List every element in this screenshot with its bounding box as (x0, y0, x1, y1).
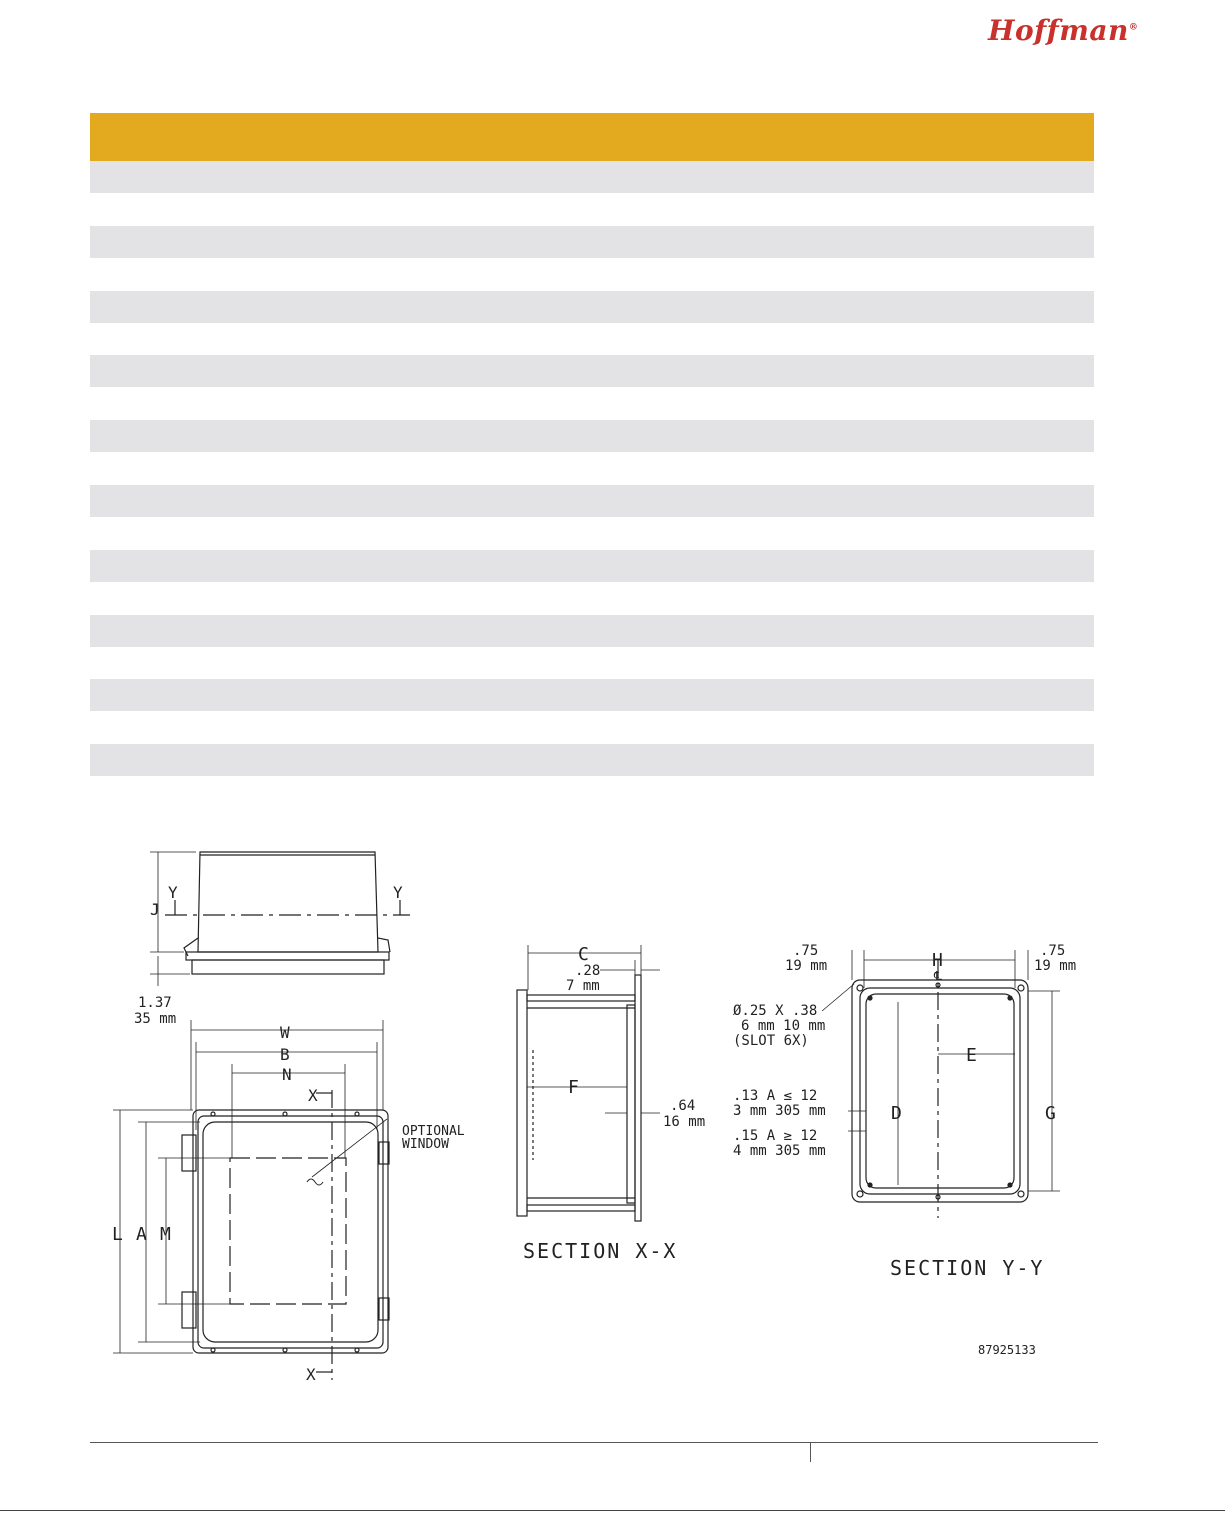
logo-text: Hoffman (988, 14, 1129, 47)
dim-D-label: D (891, 1103, 902, 1124)
section-Y-right-label: Y (393, 883, 403, 902)
slot-callout-line1: Ø.25 X .38 (733, 1003, 818, 1019)
table-row (90, 550, 1094, 582)
dim-64-label: .64 (670, 1098, 696, 1114)
section-yy-view (822, 950, 1060, 1218)
slot-callout-line3: (SLOT 6X) (733, 1033, 809, 1049)
front-view (113, 1020, 389, 1380)
table-row (90, 679, 1094, 711)
dim-1-37-label: 1.37 (138, 995, 172, 1011)
footer-rule (90, 1442, 1098, 1443)
technical-drawing (0, 780, 1225, 1420)
registered-mark: ® (1128, 22, 1139, 33)
section-X-bottom-label: X (306, 1365, 316, 1384)
wall-thickness-b-line1: .15 A ≥ 12 (733, 1128, 818, 1144)
hoffman-logo (988, 14, 1138, 47)
section-X-top-label: X (308, 1086, 318, 1105)
table-row (90, 355, 1094, 387)
table-row (90, 161, 1094, 193)
footer-divider-tick (810, 1442, 811, 1462)
table-row (90, 485, 1094, 517)
dim-N-label: N (282, 1065, 292, 1084)
dim-E-label: E (966, 1045, 977, 1066)
dim-C-label: C (578, 944, 589, 965)
table-row (90, 226, 1094, 258)
dim-16mm-label: 16 mm (663, 1114, 706, 1130)
section-Y-left-label: Y (168, 883, 178, 902)
dim-F-label: F (568, 1077, 579, 1098)
page-bottom-rule (0, 1510, 1225, 1511)
centerline-symbol: ℄ (934, 969, 942, 983)
dim-75-left-label: .75 (793, 943, 819, 959)
dim-L-label: L (112, 1224, 123, 1245)
table-row (90, 615, 1094, 647)
dim-B-label: B (280, 1045, 290, 1064)
table-row (90, 744, 1094, 776)
dim-J-label: J (150, 900, 160, 919)
dim-M-label: M (160, 1224, 171, 1245)
table-header-bar (90, 113, 1094, 161)
dim-W-label: W (280, 1023, 290, 1042)
dim-7mm-label: 7 mm (566, 978, 600, 994)
dim-19mm-right-label: 19 mm (1034, 958, 1077, 974)
side-view (150, 852, 410, 986)
wall-thickness-a-line2: 3 mm 305 mm (733, 1103, 826, 1119)
dim-35mm-label: 35 mm (134, 1011, 177, 1027)
slot-callout-line2: 6 mm 10 mm (741, 1018, 826, 1034)
optional-window-label-2: WINDOW (402, 1137, 449, 1152)
dim-A-label: A (136, 1224, 147, 1245)
wall-thickness-b-line2: 4 mm 305 mm (733, 1143, 826, 1159)
drawing-number: 87925133 (978, 1343, 1036, 1357)
section-xx-title: SECTION X-X (523, 1239, 678, 1263)
dim-28-label: .28 (575, 963, 601, 979)
table-row (90, 420, 1094, 452)
table-row (90, 291, 1094, 323)
optional-window-label-1: OPTIONAL (402, 1124, 465, 1139)
wall-thickness-a-line1: .13 A ≤ 12 (733, 1088, 818, 1104)
dim-G-label: G (1045, 1103, 1056, 1124)
dim-19mm-left-label: 19 mm (785, 958, 828, 974)
dim-H-label: H (932, 950, 943, 971)
section-yy-title: SECTION Y-Y (890, 1256, 1045, 1280)
dim-75-right-label: .75 (1040, 943, 1066, 959)
